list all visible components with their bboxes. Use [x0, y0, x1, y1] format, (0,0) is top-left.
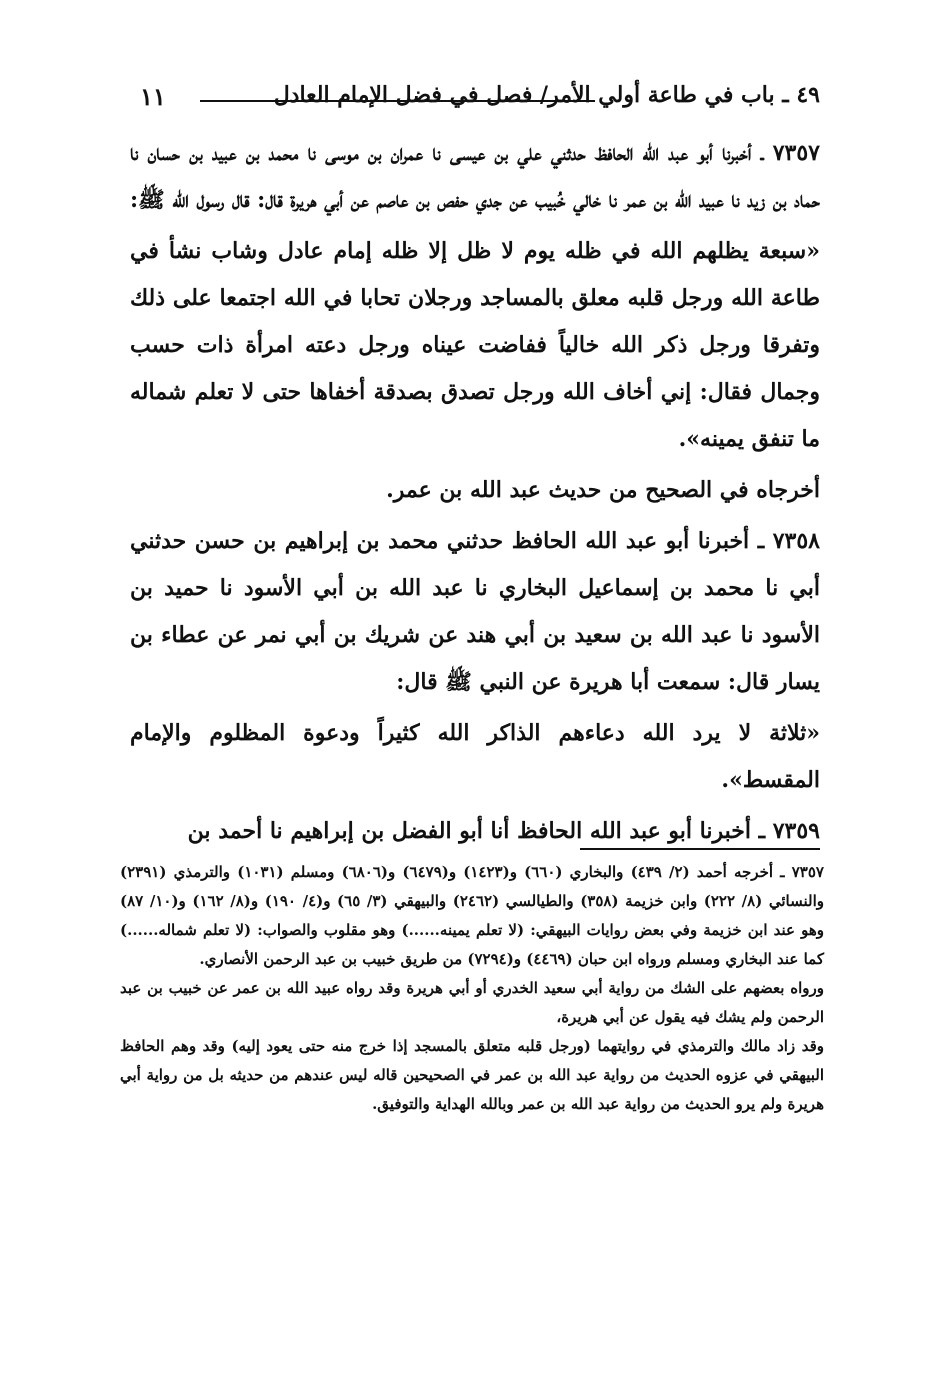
footnote-paragraph: وقد زاد مالك والترمذي في روايتهما (ورجل قلبه متعلق بالمسجد إذا خرج منه حتى يعود إليه) وقد وهم الحافظ البيهقي في عزوه الحديث من رواية عبد الله بن عمر في الصحيحين قاله ليس عندهم من حديثه بل من رواية أبي هريرة ولم يرو الحديث من رواية عبد الله بن عمر وبالله الهداية والتوفيق. — [120, 1037, 824, 1113]
hadith-7357-matn: «سبعة يظلهم الله في ظله يوم لا ظل إلا ظله إمام عادل وشاب نشأ في طاعة الله ورجل قلبه معلق بالمساجد ورجلان تحابا في الله اجتمعا على ذلك وتفرقا ورجل ذكر الله خالياً ففاضت عيناه ورجل دعته امرأة ذات حسب وجمال فقال: إني أخاف الله ورجل تصدق بصدقة أخفاها حتى لا تعلم شماله ما تنفق يمينه». — [130, 238, 820, 452]
footnote-7357: ٧٣٥٧ ـ أخرجه أحمد (٢/ ٤٣٩) والبخاري (٦٦٠) و(١٤٢٣) و(٦٤٧٩) و(٦٨٠٦) ومسلم (١٠٣١) والترمذي (٢٣٩١) والنسائي (٨/ ٢٢٢) وابن خزيمة (٣٥٨) والطيالسي (٢٤٦٢) والبيهقي (٣/ ٦٥) و(٤/ ١٩٠) و(٨/ ١٦٢) و(١٠/ ٨٧) وهو عند ابن خزيمة وفي بعض روايات البيهقي: (لا تعلم يمينه......) وهو مقلوب والصواب: (لا تعلم شماله......) كما عند البخاري ومسلم ورواه ابن حبان (٤٤٦٩) و(٧٢٩٤) من طريق خبيب بن عبد الرحمن الأنصاري. — [120, 863, 825, 968]
hadith-7357-note: أخرجاه في الصحيح من حديث عبد الله بن عمر. — [386, 477, 820, 503]
hadith-7358-matn: «ثلاثة لا يرد الله دعاءهم الذاكر الله كثيراً ودعوة المظلوم والإمام المقسط». — [130, 720, 820, 793]
page-number: ١١ — [140, 82, 166, 111]
chapter-title: ٤٩ ـ باب في طاعة أولي الأمر/ فصل في فضل الإمام العادل — [273, 82, 820, 108]
hadith-7357-isnad: ٧٣٥٧ ـ أخبرنا أبو عبد الله الحافظ حدثني علي بن عيسى نا عمران بن موسى نا محمد بن عبيد بن حسان نا حماد بن زيد نا عبيد الله بن عمر نا خالي خُبيب عن جدي حفص بن عاصم عن أبي هريرة قال: قال رسول الله ﷺ: — [130, 140, 820, 213]
running-header — [140, 78, 820, 118]
footnote-paragraph: ورواه بعضهم على الشك من رواية أبي سعيد الخدري أو أبي هريرة وقد رواه عبيد الله بن عمر عن خبيب بن عبد الرحمن ولم يشك فيه يقول عن أبي هريرة، — [120, 979, 824, 1026]
hadith-7358-isnad: ٧٣٥٨ ـ أخبرنا أبو عبد الله الحافظ حدثني محمد بن إبراهيم بن حسن حدثني أبي نا محمد بن إسماعيل البخاري نا عبد الله بن أبي الأسود نا حميد بن الأسود نا عبد الله بن سعيد بن أبي هند عن شريك بن أبي نمر عن عطاء بن يسار قال: سمعت أبا هريرة عن النبي ﷺ قال: — [130, 528, 820, 695]
main-text — [130, 130, 820, 859]
hadith-7359-isnad: ٧٣٥٩ ـ أخبرنا أبو عبد الله الحافظ أنا أبو الفضل بن إبراهيم نا أحمد بن — [187, 818, 820, 844]
footnote-separator — [580, 848, 820, 850]
footnotes — [120, 858, 824, 1119]
